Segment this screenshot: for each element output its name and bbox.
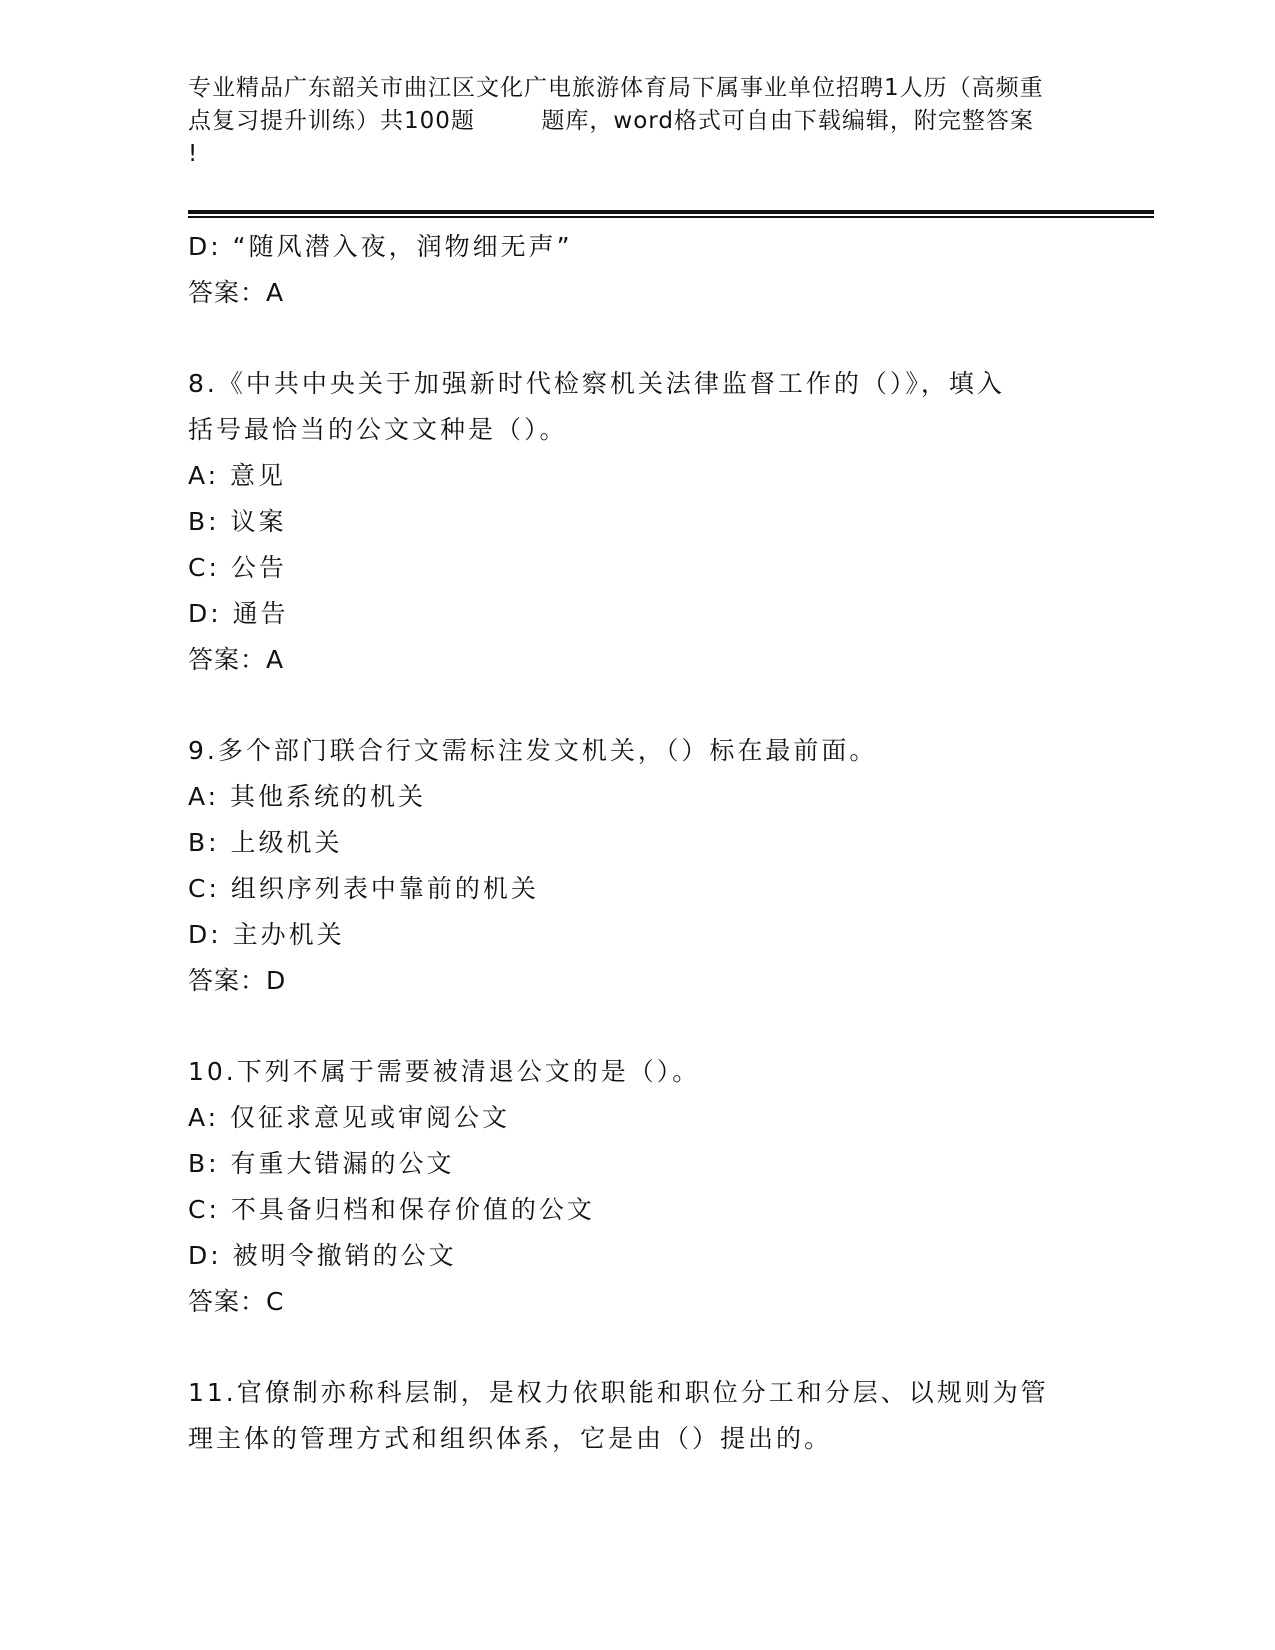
question-text: 理主体的管理方式和组织体系，它是由（）提出的。 [188,1424,833,1453]
question-8 [188,361,1088,683]
option-d: D: 被明令撤销的公文 [188,1241,457,1270]
option-a: A: 意见 [188,461,287,490]
answer: 答案：A [188,278,285,307]
question-text: 括号最恰当的公文文种是（）。 [188,415,568,444]
question-text: 10.下列不属于需要被清退公文的是（）。 [188,1057,701,1086]
option-b: B: 上级机关 [188,828,343,857]
header-divider-thick [188,210,1154,214]
option-d: D: 主办机关 [188,920,345,949]
option-c: C: 公告 [188,553,287,582]
option-c: C: 组织序列表中靠前的机关 [188,874,539,903]
question-text: 8.《中共中央关于加强新时代检察机关法律监督工作的（）》，填入 [188,369,1005,398]
document-header [188,72,1088,171]
header-line-1: 专业精品广东韶关市曲江区文化广电旅游体育局下属事业单位招聘1人历（高频重 [188,75,1044,101]
option-a: A: 其他系统的机关 [188,782,427,811]
question-11 [188,1370,1088,1462]
answer: 答案：C [188,1287,285,1316]
answer: 答案：D [188,966,287,995]
question-list [188,224,1088,1462]
question-text: 9.多个部门联合行文需标注发文机关，（）标在最前面。 [188,736,878,765]
option-c: C: 不具备归档和保存价值的公文 [188,1195,595,1224]
answer: 答案：A [188,645,285,674]
option-b: B: 议案 [188,507,287,536]
header-line-2: 点复习提升训练）共100题 题库，word格式可自由下载编辑，附完整答案 [188,108,1034,134]
question-text: 11.官僚制亦称科层制，是权力依职能和职位分工和分层、以规则为管 [188,1378,1049,1407]
option-d: D: 通告 [188,599,289,628]
option-b: B: 有重大错漏的公文 [188,1149,455,1178]
question-10 [188,1049,1088,1325]
header-divider-thin [188,216,1154,218]
option-a: A: 仅征求意见或审阅公文 [188,1103,511,1132]
question-9 [188,728,1088,1004]
option-d: D: “随风潜入夜，润物细无声” [188,232,573,261]
header-line-3: ! [188,141,199,167]
